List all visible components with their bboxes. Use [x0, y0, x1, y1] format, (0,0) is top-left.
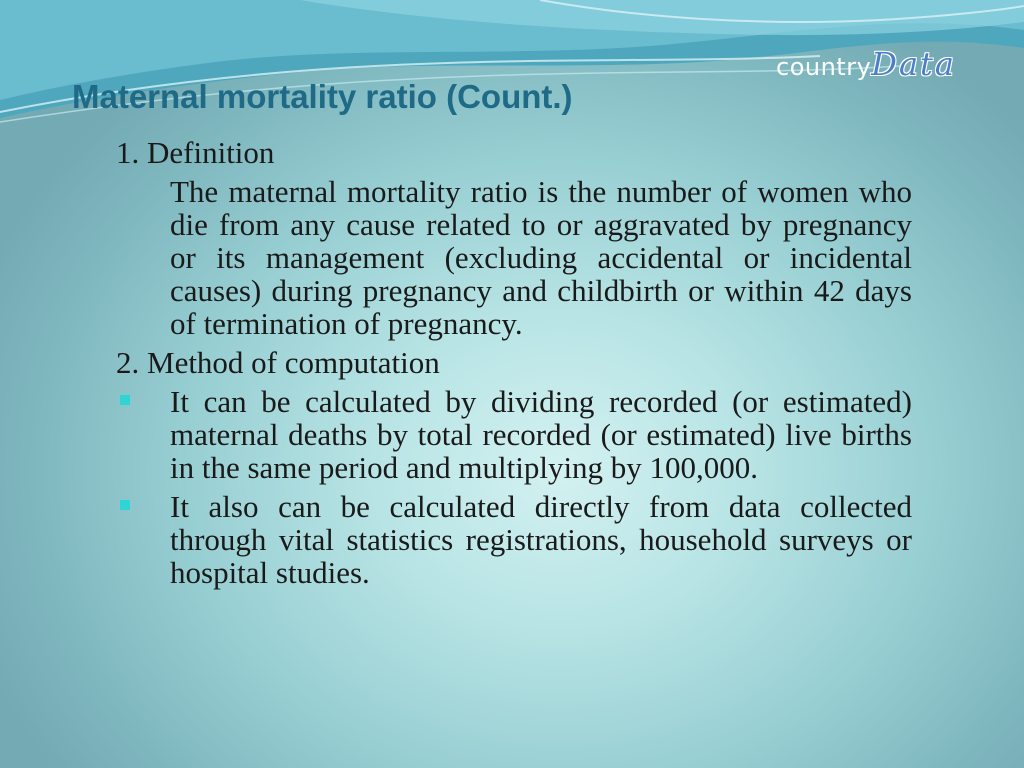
logo-data-text: Data	[871, 45, 956, 83]
countrydata-logo	[776, 45, 956, 83]
logo-country-text: country	[776, 53, 872, 81]
definition-text: The maternal mortality ratio is the number of women who die from any cause related to or aggravated by pregnancy or its management (excluding accidental or incidental causes) during pregnancy and childbirth or within 42 days of termination of pregnancy.	[170, 174, 912, 341]
definition-heading: 1. Definition	[116, 135, 275, 170]
method-heading: 2. Method of computation	[116, 345, 440, 380]
method-bullet-text: It also can be calculated directly from data collected through vital statistics registrations, household surveys or hospital studies.	[170, 489, 912, 590]
slide-title: Maternal mortality ratio (Count.)	[72, 78, 573, 115]
method-bullet-item	[116, 490, 912, 589]
method-bullet-text: It can be calculated by dividing recorded (or estimated) maternal deaths by total recorded (or estimated) live births in the same period and multiplying by 100,000.	[170, 384, 912, 485]
square-bullet-icon	[120, 395, 130, 405]
method-bullet-item	[116, 385, 912, 484]
square-bullet-icon	[120, 500, 130, 510]
slide-content	[116, 136, 912, 595]
